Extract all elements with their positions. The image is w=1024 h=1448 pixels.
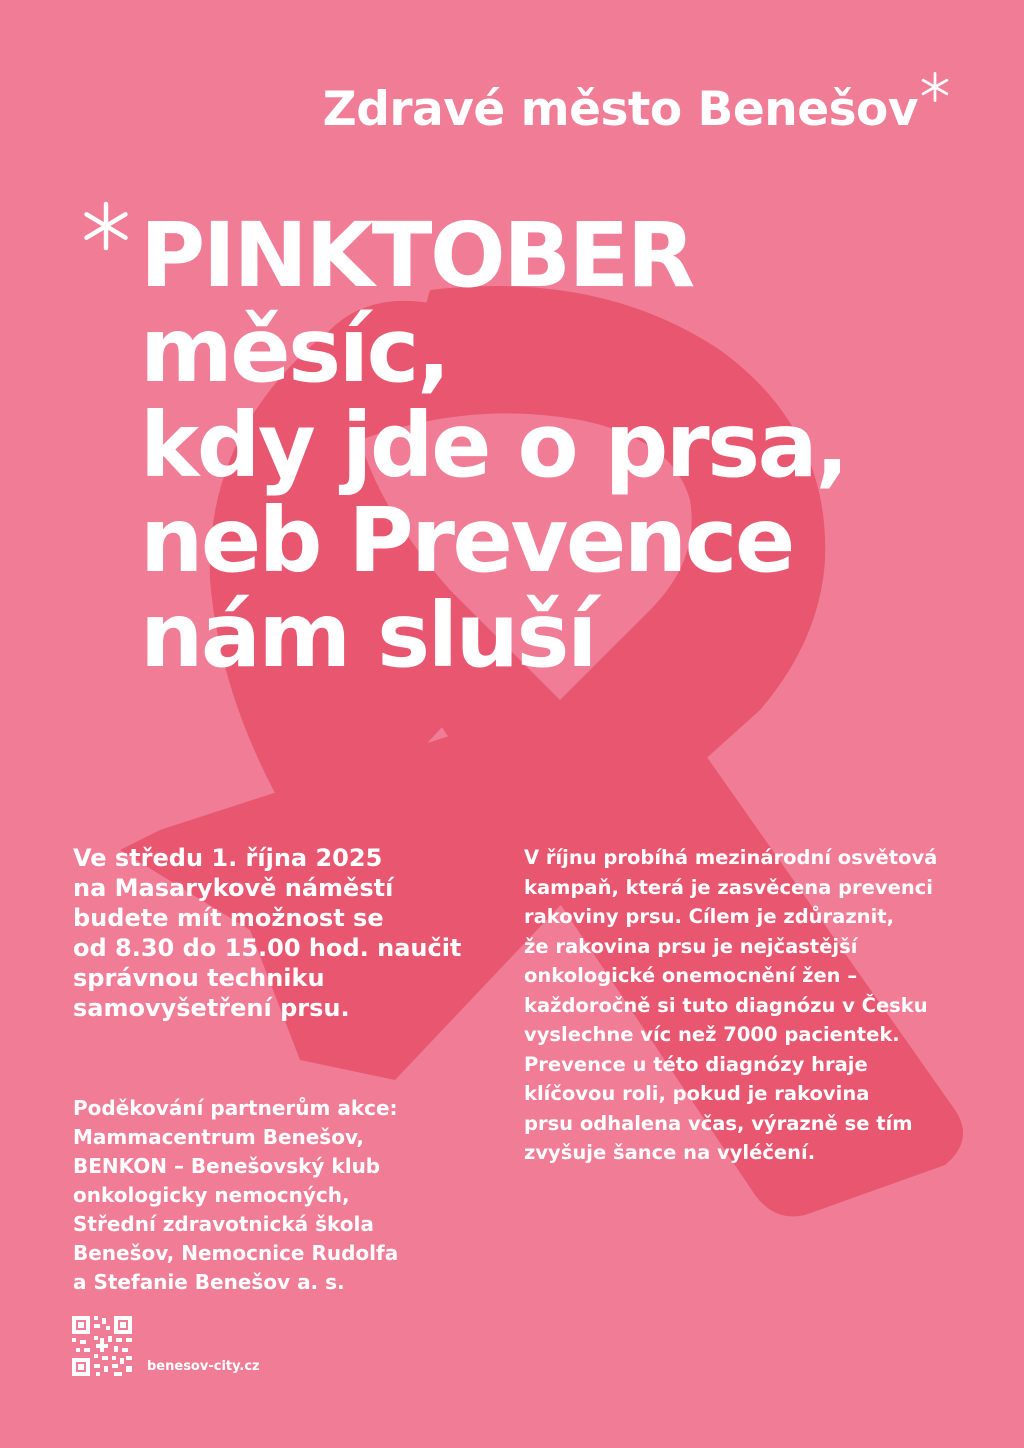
headline-line: PINKTOBER [140,203,693,307]
event-line: Ve středu 1. října 2025 [73,844,383,872]
headline-line: měsíc, [140,298,449,402]
info-line: Prevence u této diagnózy hraje [524,1052,868,1076]
brand-title: Zdravé město Benešov [322,82,918,137]
qr-code-icon[interactable] [72,1316,132,1376]
campaign-info [524,843,994,1168]
website-link[interactable]: benesov-city.cz [147,1359,260,1374]
event-line: samovyšetření prsu. [73,994,350,1022]
headline [140,203,1000,687]
partners-line: onkologicky nemocných, [73,1183,350,1207]
info-line: kampaň, která je zasvěcena prevenci [524,875,933,899]
info-line: zvyšuje šance na vyléčení. [524,1141,816,1164]
asterisk-star-icon [80,200,132,252]
info-line: že rakovina prsu je nejčastější [524,934,858,958]
event-line: od 8.30 do 15.00 hod. naučit [73,934,462,962]
headline-line: neb Prevence [140,488,793,592]
info-line: rakoviny prsu. Cílem je zdůraznit, [524,905,894,928]
asterisk-star-icon [918,70,952,104]
partners-thanks [73,1094,493,1297]
partners-line: Mammacentrum Benešov, [73,1125,364,1149]
headline-line: kdy jde o prsa, [140,393,847,497]
partners-line: Střední zdravotnická škola [73,1212,374,1236]
event-line: budete mít možnost se [73,904,384,932]
partners-line: BENKON – Benešovský klub [73,1154,381,1178]
info-line: vyslechne víc než 7000 pacientek. [524,1023,900,1046]
partners-line: Benešov, Nemocnice Rudolfa [73,1241,399,1265]
info-line: onkologické onemocnění žen – [524,964,858,987]
partners-line: a Stefanie Benešov a. s. [73,1270,345,1294]
partners-line: Poděkování partnerům akce: [73,1096,398,1120]
info-line: prsu odhalena včas, výrazně se tím [524,1111,913,1135]
event-details [73,843,503,1023]
info-line: každoročně si tuto diagnózu v Česku [524,993,928,1017]
event-line: na Masarykově náměstí [73,874,394,902]
info-line: V říjnu probíhá mezinárodní osvětová [524,846,938,869]
headline-line: nám sluší [140,583,595,687]
event-line: správnou techniku [73,964,325,992]
info-line: klíčovou roli, pokud je rakovina [524,1082,870,1105]
